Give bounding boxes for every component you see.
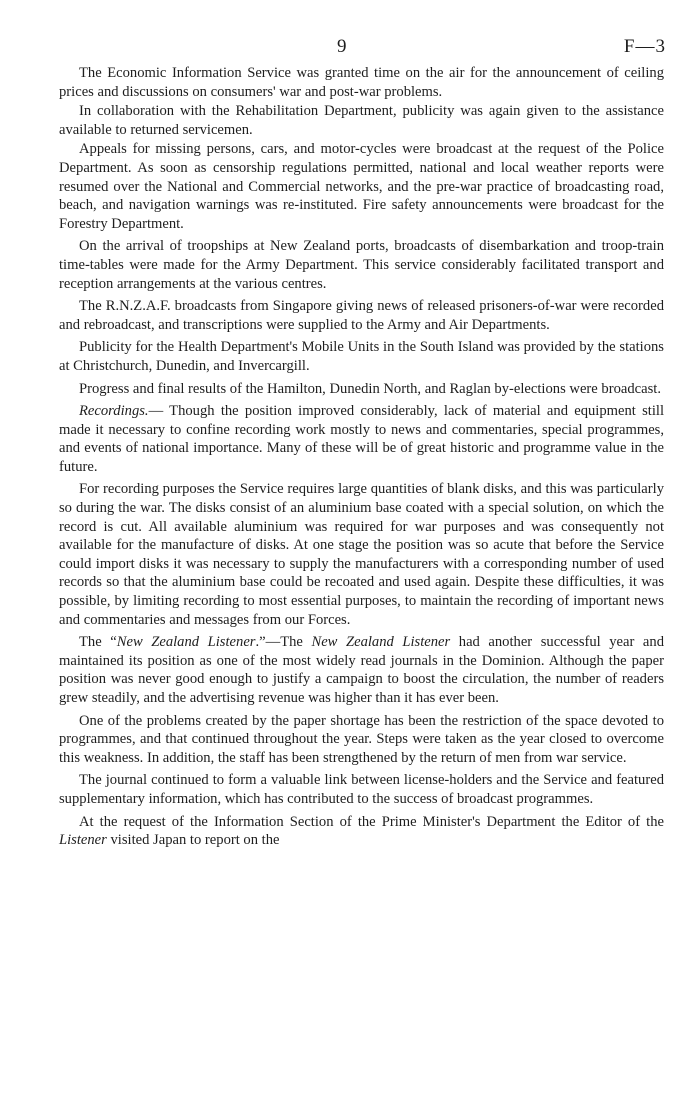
page-number: 9 xyxy=(337,36,347,57)
document-reference: F—3 xyxy=(623,36,666,57)
paragraph-journal-link: The journal continued to form a valuable link between license-holders and the Service and featured supplementary information, which has contributed to the success of broadcast programmes. xyxy=(59,772,664,807)
page-header xyxy=(0,36,700,60)
paragraph-by-elections: Progress and final results of the Hamilton, Dunedin North, and Raglan by-elections were broadcast. xyxy=(79,380,661,397)
recordings-heading: Recordings. xyxy=(79,403,149,420)
listener-dash: —The xyxy=(265,634,312,651)
editor-visit-pre: At the request of the Information Section of the Prime Minister's Department the Editor of the xyxy=(79,813,664,830)
paragraph-recordings xyxy=(59,402,664,476)
listener-heading-pre: The “ xyxy=(79,634,117,651)
listener-text: had another successful year and maintained its position as one of the most widely read journals in the Dominion. Although the paper position was never good enough to justify a campaign to boost the circulation, the number of readers grew steadily, and the advertising revenue was higher than it has ever been. xyxy=(59,634,665,706)
paragraph-economic-information: The Economic Information Service was granted time on the air for the announcement of ceiling prices and discussions on consumers' war and post-war problems. xyxy=(59,65,664,100)
paragraph-rehabilitation: In collaboration with the Rehabilitation Department, publicity was again given to the assistance available to returned servicemen. xyxy=(59,103,664,138)
recordings-text: — Though the position improved considerably, lack of material and equipment still made it necessary to confine recording work mostly to news and commentaries, special programmes, and events of national importance. Many of these will be of great historic and programme value in the future. xyxy=(59,403,664,475)
paragraph-rnzaf-broadcasts: The R.N.Z.A.F. broadcasts from Singapore giving news of released prisoners-of-war were recorded and rebroadcast, and transcriptions were supplied to the Army and Air Departments. xyxy=(59,298,664,333)
editor-visit-title: Listener xyxy=(59,832,107,849)
listener-title: New Zealand Listener xyxy=(311,634,451,651)
editor-visit-post: visited Japan to report on the xyxy=(106,832,280,849)
paragraph-health-publicity: Publicity for the Health Department's Mobile Units in the South Island was provided by the stations at Christchurch, Dunedin, and Invercargill. xyxy=(59,339,664,374)
paragraph-listener xyxy=(59,633,664,707)
paragraph-editor-visit xyxy=(59,813,664,850)
listener-heading-title: New Zealand Listener xyxy=(116,634,256,651)
paragraph-paper-shortage: One of the problems created by the paper shortage has been the restriction of the space devoted to programmes, and that continued throughout the year. Steps were taken as the year closed to overcome this weakness. In addition, the staff has been strengthened by the return of men from war service. xyxy=(59,712,664,766)
page-body xyxy=(59,64,664,851)
paragraph-troopships: On the arrival of troopships at New Zealand ports, broadcasts of disembarkation and troop-train time-tables were made for the Army Department. This service considerably facilitated transport and reception arrangements at the various centres. xyxy=(59,238,664,292)
paragraph-blank-disks: For recording purposes the Service requires large quantities of blank disks, and this was particularly so during the war. The disks consist of an aluminium base coated with a special solution, on which the record is cut. All available aluminium was required for war purposes and was consequently not available for the manufacture of disks. At one stage the position was so acute that before the Service could import disks it was necessary to supply the manufacturers with a corresponding number of used records so that the aluminium base could be recoated and used again. Despite these difficulties, it was possible, by limiting recording to most essential purposes, to maintain the recording of important news and commentaries and messages from our Forces. xyxy=(59,481,664,628)
paragraph-appeals: Appeals for missing persons, cars, and motor-cycles were broadcast at the request of the Police Department. As soon as censorship regulations permitted, national and local weather reports were resumed over the National and Commercial networks, and the pre-war practice of broadcasting road, beach, and navigation warnings was re-instituted. Fire safety announcements were broadcast for the Forestry Department. xyxy=(59,141,664,232)
listener-heading-post: .” xyxy=(255,634,266,651)
